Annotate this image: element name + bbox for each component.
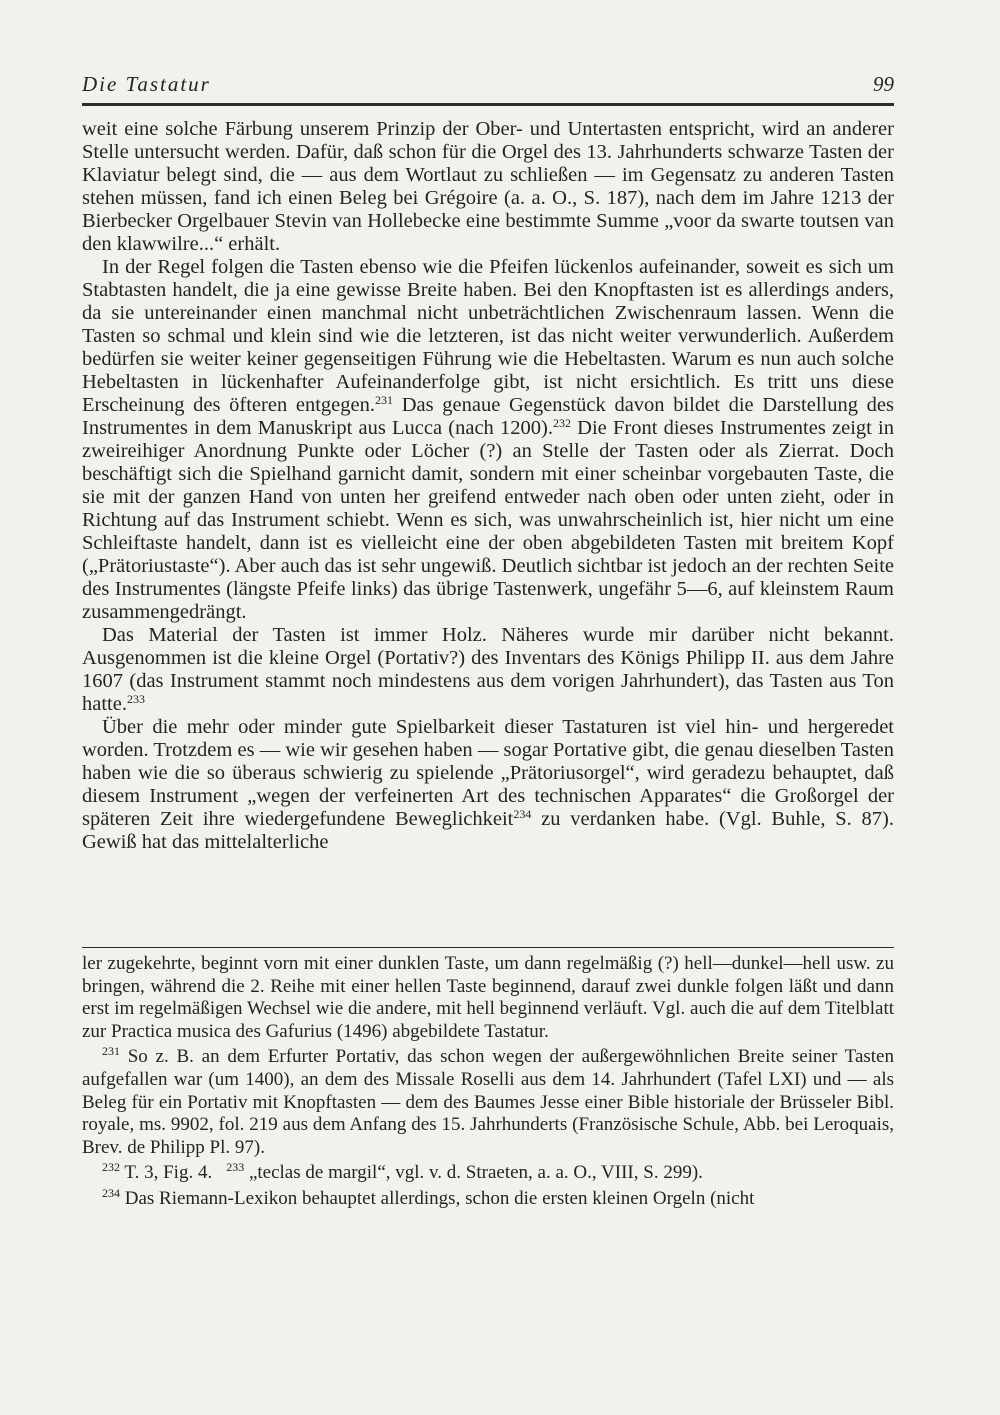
footnote-number-234: 234 — [102, 1185, 120, 1200]
paragraph-4-part-b: zu verdanken habe. (Vgl. Buhle, S. 87). Gewiß hat das mittelalterliche — [82, 808, 894, 853]
footnote-continuation: ler zugekehrte, beginnt vorn mit einer dunklen Taste, um dann regelmäßig (?) hell—dunkel—hell usw. zu bringen, während die 2. Reihe mit einer hellen Taste beginnend, darauf zwei dunkle folgen läßt und dann erst im regelmäßigen Wechsel wie die andere, mit hell beginnend verläuft. Vgl. auch die auf dem Titelblatt zur Practica musica des Gafurius (1496) abgebildete Tastatur. — [82, 953, 894, 1042]
running-header — [82, 72, 894, 102]
footnote-232-text: T. 3, Fig. 4. — [120, 1162, 213, 1184]
footnote-231 — [82, 1046, 894, 1159]
main-text — [82, 118, 894, 854]
paragraph-3 — [82, 624, 894, 716]
page-number: 99 — [873, 72, 894, 96]
paragraph-3-text: Das Material der Tasten ist immer Holz. Näheres wurde mir darüber nicht bekannt. Ausgenommen ist die kleine Orgel (Portativ?) des Inventars des Königs Philipp II. aus dem Jahre 1607 (das Instrument stammt noch mindestens aus dem vorigen Jahrhundert), das Tasten aus Ton hatte. — [82, 624, 894, 715]
footnote-ref-231: 231 — [375, 393, 394, 407]
footnote-ref-232: 232 — [552, 416, 571, 430]
paragraph-4-part-a: Über die mehr oder minder gute Spielbarkeit dieser Tastaturen ist viel hin- und hergeredet worden. Trotzdem es — wie wir gesehen haben — sogar Portative gibt, die genau dieselben Tasten haben wie die so überaus schwierig zu spielende „Prätoriusorgel“, wird geradezu behauptet, daß diesem Instrument „wegen der verfeinerten Art des technischen Apparates“ die Großorgel der späteren Zeit ihre wiedergefundene Beweglichkeit — [82, 716, 894, 830]
footnote-234 — [82, 1185, 894, 1211]
footnotes — [82, 953, 894, 1211]
footnote-232-233 — [82, 1162, 894, 1185]
paragraph-1: weit eine solche Färbung unserem Prinzip der Ober- und Untertasten entspricht, wird an anderer Stelle untersucht werden. Dafür, daß schon für die Orgel des 13. Jahrhunderts schwarze Tasten der Klaviatur belegt sind, die — aus dem Wortlaut zu schließen — im Gegensatz zu anderen Tasten stehen müssen, fand ich einen Beleg bei Grégoire (a. a. O., S. 187), nach dem im Jahre 1213 der Bierbecker Orgelbauer Stevin van Hollebecke eine bestimmte Summe „voor da swarte toutsen van den klawwilre...“ erhält. — [82, 118, 894, 255]
paragraph-2-part-c: Die Front dieses Instrumentes zeigt in zweireihiger Anordnung Punkte oder Löcher (?) an Stelle der Tasten oder als Zierrat. Doch beschäftigt sich die Spielhand garnicht damit, sondern mit einer scheinbar vorgebauten Taste, die sie mit der ganzen Hand von unten her greifend entweder nach oben oder unten zieht, oder in Richtung auf das Instrument schiebt. Wenn es sich, was unwahrscheinlich ist, hier nicht um eine Schleiftaste handelt, dann ist es vielleicht eine der oben abgebildeten Tasten mit breitem Kopf („Prätoriustaste“). Aber auch das ist sehr ungewiß. Deutlich sichtbar ist jedoch an der rechten Seite des Instrumentes (längste Pfeife links) das übrige Tastenwerk, ungefähr 5—6, auf kleinstem Raum zusammengedrängt. — [82, 417, 894, 623]
paragraph-4 — [82, 716, 894, 854]
footnote-234-text: Das Riemann-Lexikon behauptet allerdings, schon die ersten kleinen Orgeln (nicht — [120, 1187, 755, 1209]
footnote-ref-234: 234 — [513, 807, 532, 821]
footnote-number-233: 233 — [226, 1160, 245, 1175]
footnote-number-231: 231 — [102, 1044, 120, 1059]
footnote-number-232: 232 — [102, 1160, 120, 1175]
footnote-rule — [82, 947, 894, 948]
header-rule — [82, 103, 894, 106]
paragraph-2 — [82, 256, 894, 624]
footnote-233-text: „teclas de margil“, vgl. v. d. Straeten, a. a. O., VIII, S. 299). — [244, 1162, 703, 1184]
running-title: Die Tastatur — [82, 72, 211, 96]
paragraph-2-part-a: In der Regel folgen die Tasten ebenso wie die Pfeifen lückenlos aufeinander, soweit es sich um Stabtasten handelt, die ja eine gewisse Breite haben. Bei den Knopftasten ist es allerdings anders, da sie untereinander einen manchmal nicht unbeträchtlichen Zwischenraum lassen. Wenn die Tasten so schmal und klein sind wie die letzteren, ist das nicht weiter verwunderlich. Außerdem bedürfen sie weiter keiner gegenseitigen Führung wie die Hebeltasten. Warum es nun auch solche Hebeltasten in lückenhafter Aufeinanderfolge gibt, ist nicht ersichtlich. Es tritt uns diese Erscheinung des öfteren entgegen. — [82, 256, 894, 416]
footnote-ref-233: 233 — [126, 692, 145, 706]
paragraph-2-part-b: Das genaue Gegenstück davon bildet die Darstellung des Instrumentes in dem Manuskript aus Lucca (nach 1200). — [82, 394, 894, 439]
footnote-231-text: So z. B. an dem Erfurter Portativ, das schon wegen der außergewöhnlichen Breite seiner Tasten aufgefallen war (um 1400), an dem des Missale Roselli aus dem 14. Jahrhundert (Tafel LXI) und — als Beleg für ein Portativ mit Knopftasten — dem des Baumes Jesse einer Bible historiale der Brüsseler Bibl. royale, ms. 9902, fol. 219 aus dem Anfang des 15. Jahrhunderts (Französische Schule, Abb. bei Leroquais, Brev. de Philipp Pl. 97). — [82, 1046, 894, 1158]
